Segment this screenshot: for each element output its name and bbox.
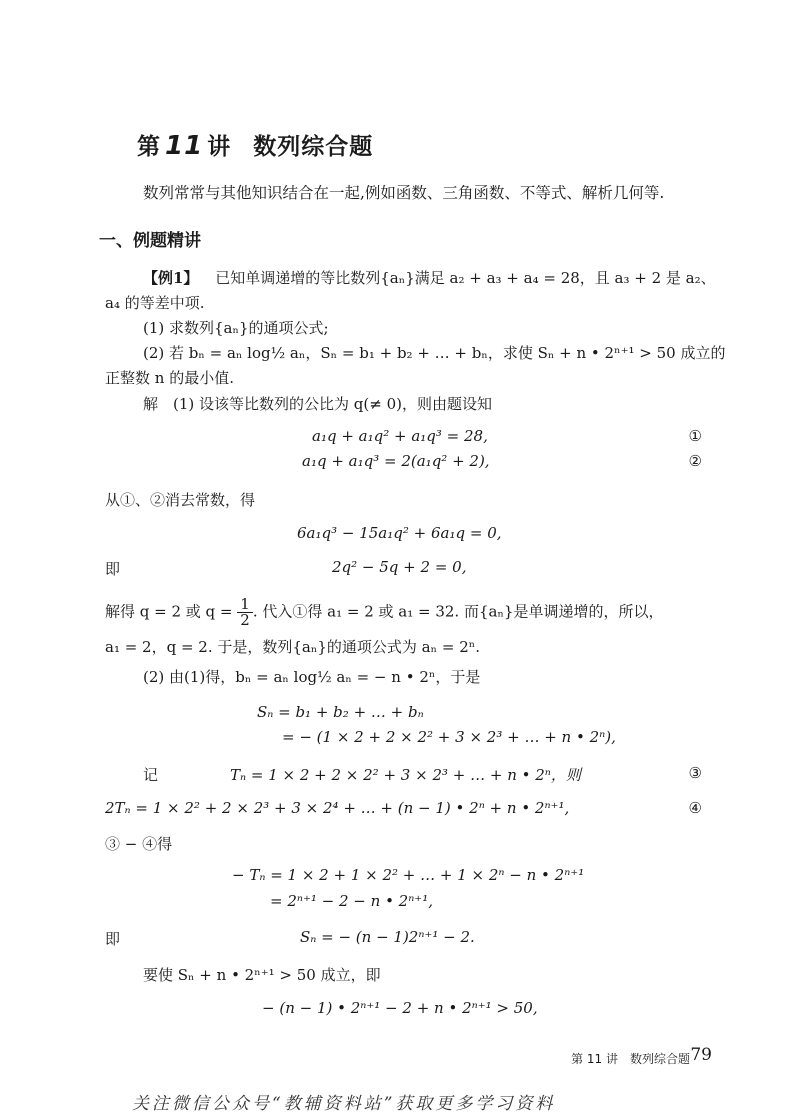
- example-line-2: a₄ 的等差中项.: [105, 294, 205, 312]
- equation-2: a₁q + a₁q³ = 2(a₁q² + 2),: [302, 452, 490, 470]
- equation-11: Sₙ = − (n − 1)2ⁿ⁺¹ − 2.: [300, 928, 475, 946]
- page-number: 79: [690, 1045, 712, 1065]
- equation-3: 6a₁q³ − 15a₁q² + 6a₁q = 0,: [297, 524, 502, 542]
- intro-paragraph: 数列常常与其他知识结合在一起,例如函数、三角函数、不等式、解析几何等.: [143, 184, 665, 202]
- marker-2: ②: [688, 452, 702, 470]
- example-line-1: [143, 267, 716, 288]
- equation-9: − Tₙ = 1 × 2 + 1 × 2² + … + 1 × 2ⁿ − n • 2ⁿ⁺¹: [232, 866, 585, 884]
- title-prefix: 第: [137, 134, 161, 160]
- fraction-one-half: $\frac{1}{2}$: [237, 597, 253, 628]
- solution-line-3a: 解得 q = 2 或 q =: [105, 602, 233, 621]
- equation-8: 2Tₙ = 1 × 2² + 2 × 2³ + 3 × 2⁴ + … + (n − 1) • 2ⁿ + n • 2ⁿ⁺¹,: [105, 799, 570, 817]
- solution-line-6: ③ − ④得: [105, 835, 173, 853]
- title-number: 11: [165, 131, 204, 161]
- solution-line-5: (2) 由(1)得，bₙ = aₙ log½ aₙ = − n • 2ⁿ，于是: [143, 668, 481, 686]
- question-1: (1) 求数列{aₙ}的通项公式;: [143, 319, 329, 337]
- marker-3: ③: [688, 764, 702, 782]
- equation-7: Tₙ = 1 × 2 + 2 × 2² + 3 × 2³ + … + n • 2ⁿ，则: [230, 766, 581, 784]
- section-heading: 一、例题精讲: [99, 231, 201, 251]
- question-2b: 正整数 n 的最小值.: [105, 369, 234, 387]
- equation-1: a₁q + a₁q² + a₁q³ = 28,: [312, 427, 488, 445]
- equation-5: Sₙ = b₁ + b₂ + … + bₙ: [257, 703, 424, 721]
- example-stem-1: 已知单调递增的等比数列{aₙ}满足 a₂ + a₃ + a₄ = 28，且 a₃ + 2 是 a₂、: [215, 269, 716, 287]
- watermark-text: 关注微信公众号“教辅资料站”获取更多学习资料: [132, 1094, 556, 1114]
- equation-6: = − (1 × 2 + 2 × 2² + 3 × 2³ + … + n • 2ⁿ),: [282, 728, 616, 746]
- solution-line-3: [105, 597, 663, 628]
- ji-label-2: 即: [105, 930, 121, 948]
- ji-label-1: 即: [105, 560, 121, 578]
- solution-line-2: 从①、②消去常数，得: [105, 491, 256, 509]
- solution-line-1: 解 (1) 设该等比数列的公比为 q(≠ 0)，则由题设知: [143, 395, 492, 413]
- solution-line-4: a₁ = 2，q = 2. 于是，数列{aₙ}的通项公式为 aₙ = 2ⁿ.: [105, 638, 481, 656]
- question-2a: (2) 若 bₙ = aₙ log½ aₙ，Sₙ = b₁ + b₂ + … + bₙ，求使 Sₙ + n • 2ⁿ⁺¹ > 50 成立的: [143, 344, 726, 362]
- ji-label-record: 记: [143, 766, 159, 784]
- equation-12: − (n − 1) • 2ⁿ⁺¹ − 2 + n • 2ⁿ⁺¹ > 50,: [262, 999, 538, 1017]
- title-name: 数列综合题: [253, 134, 374, 160]
- marker-4: ④: [688, 799, 702, 817]
- solution-line-7: 要使 Sₙ + n • 2ⁿ⁺¹ > 50 成立，即: [143, 966, 381, 984]
- solution-line-3b: . 代入①得 a₁ = 2 或 a₁ = 32. 而{aₙ}是单调递增的，所以，: [252, 602, 664, 621]
- equation-4: 2q² − 5q + 2 = 0,: [332, 558, 467, 576]
- marker-1: ①: [688, 427, 702, 445]
- example-label: 【例1】: [143, 269, 199, 287]
- lecture-title: [137, 128, 373, 161]
- running-head: 第 11 讲 数列综合题: [571, 1052, 690, 1066]
- title-mid: 讲: [207, 134, 232, 160]
- equation-10: = 2ⁿ⁺¹ − 2 − n • 2ⁿ⁺¹,: [270, 892, 434, 910]
